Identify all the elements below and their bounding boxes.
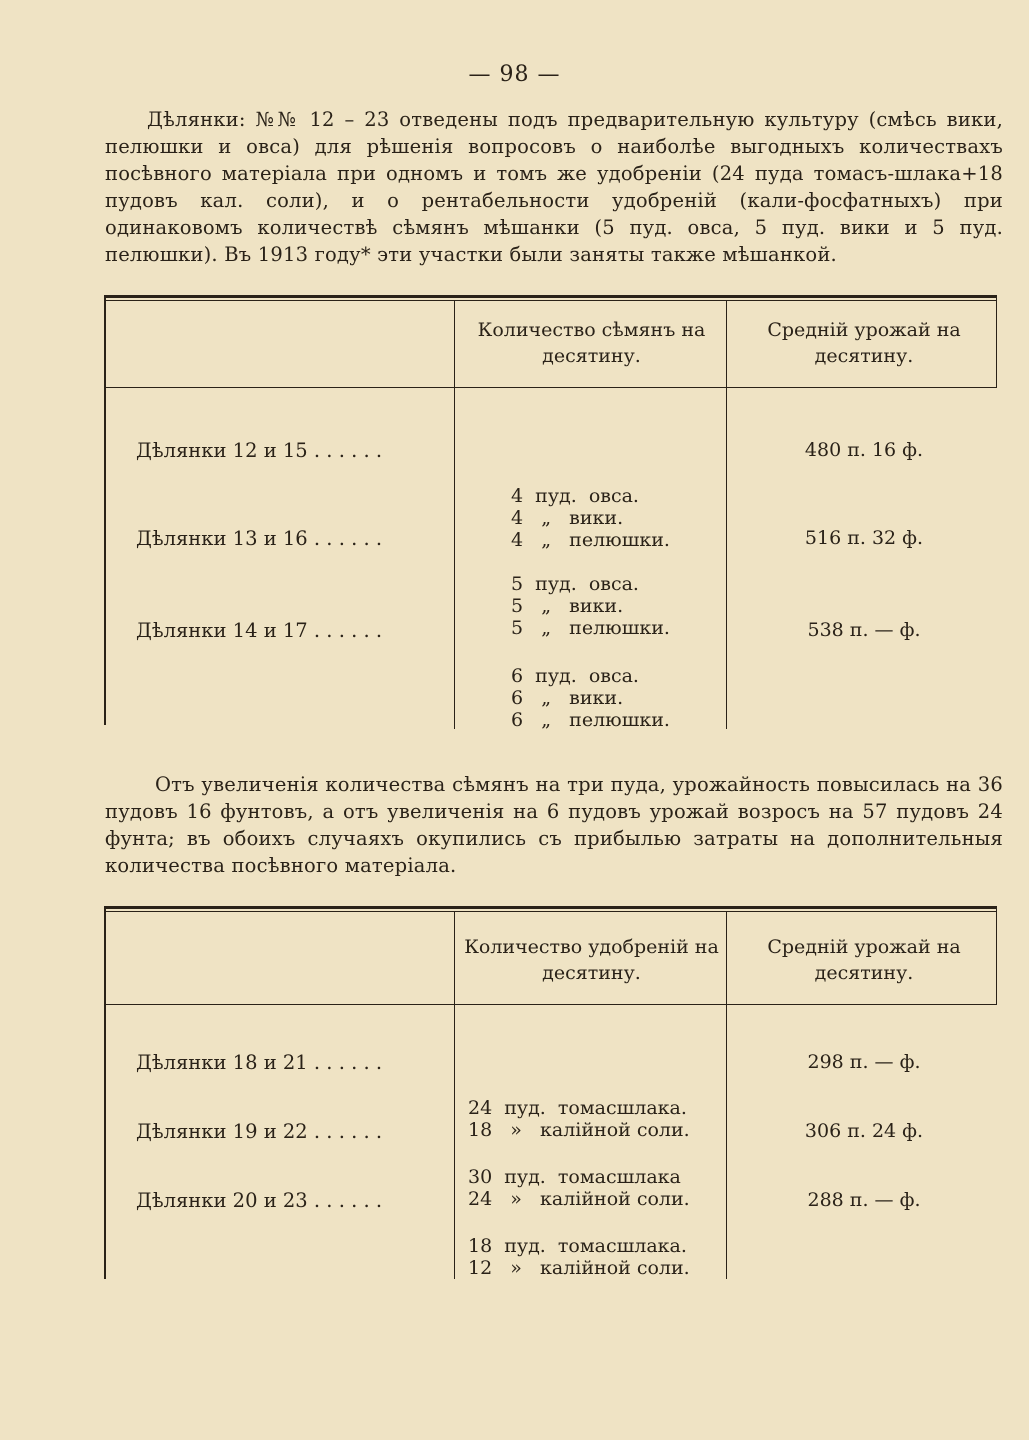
table-row-label: Дѣлянки 13 и 16 . . . . . .: [136, 527, 383, 550]
header-average-yield: Средній урожай на десятину.: [767, 936, 961, 984]
table-row-quantity: 18 пуд. томасшлака. 12 » калійной соли.: [468, 1235, 690, 1279]
page-number: — 98 —: [468, 62, 561, 87]
table-row-label: Дѣлянки 12 и 15 . . . . . .: [136, 439, 383, 462]
table-row-label: Дѣлянки 19 и 22 . . . . . .: [136, 1120, 383, 1143]
table-row-label: Дѣлянки 14 и 17 . . . . . .: [136, 619, 383, 642]
table-row-quantity: 24 пуд. томасшлака. 18 » калійной соли.: [468, 1097, 690, 1141]
intro-paragraph: Дѣлянки: №№ 12 – 23 отведены подъ предварительную культуру (смѣсь вики, пелюшки и овса) для рѣшенія вопросовъ о наиболѣе выгодныхъ количествахъ посѣвного матеріала при одномъ и томъ же удобреніи (24 пуда томасъ-шлака+18 пудовъ кал. соли), и о рентабельности удобреній (кали-фосфатныхъ) при одинаковомъ количествѣ сѣмянъ мѣшанки (5 пуд. овса, 5 пуд. вики и 5 пуд. пелюшки). Въ 1913 году* эти участки были заняты также мѣшанкой.: [105, 108, 1003, 266]
table-row-label: Дѣлянки 18 и 21 . . . . . .: [136, 1051, 383, 1074]
header-average-yield: Средній урожай на десятину.: [767, 319, 961, 367]
table-row-yield: 538 п. — ф.: [807, 619, 921, 641]
table-left-border: [104, 295, 106, 725]
table-top-rule: [104, 906, 997, 909]
column-divider: [726, 912, 727, 1279]
table-left-border: [104, 906, 106, 1279]
column-divider: [726, 301, 727, 729]
table-row-quantity: 4 пуд. овса. 4 „ вики. 4 „ пелюшки.: [511, 485, 670, 551]
table-row-yield: 298 п. — ф.: [807, 1051, 921, 1073]
table-row-yield: 306 п. 24 ф.: [804, 1120, 924, 1142]
table-top-rule: [104, 295, 997, 298]
header-seed-quantity: Количество сѣмянъ на десятину.: [477, 319, 706, 367]
header-fertilizer-quantity: Количество удобреній на десятину.: [464, 936, 719, 984]
conclusion-paragraph: Отъ увеличенія количества сѣмянъ на три пуда, урожайность повысилась на 36 пудовъ 16 фунтовъ, а отъ увеличенія на 6 пудовъ урожай возросъ на 57 пудовъ 24 фунта; въ обоихъ случаяхъ окупились съ прибылью затраты на дополнительныя количества посѣвного матеріала.: [105, 773, 1003, 877]
column-divider: [454, 301, 455, 729]
seed-quantity-table: [104, 295, 997, 735]
table-right-border: [996, 295, 997, 387]
table-row-yield: 480 п. 16 ф.: [804, 439, 924, 461]
table-top-rule-thin: [104, 911, 997, 912]
table-row-label: Дѣлянки 20 и 23 . . . . . .: [136, 1189, 383, 1212]
table-row-quantity: 6 пуд. овса. 6 „ вики. 6 „ пелюшки.: [511, 665, 670, 731]
header-rule: [104, 387, 997, 388]
table-row-quantity: 30 пуд. томасшлака 24 » калійной соли.: [468, 1166, 690, 1210]
table-row-yield: 516 п. 32 ф.: [804, 527, 924, 549]
column-divider: [454, 912, 455, 1279]
fertilizer-table: [104, 906, 997, 1281]
table-row-quantity: 5 пуд. овса. 5 „ вики. 5 „ пелюшки.: [511, 573, 670, 639]
table-row-yield: 288 п. — ф.: [807, 1189, 921, 1211]
table-top-rule-thin: [104, 300, 997, 301]
header-rule: [104, 1004, 997, 1005]
table-right-border: [996, 906, 997, 1004]
